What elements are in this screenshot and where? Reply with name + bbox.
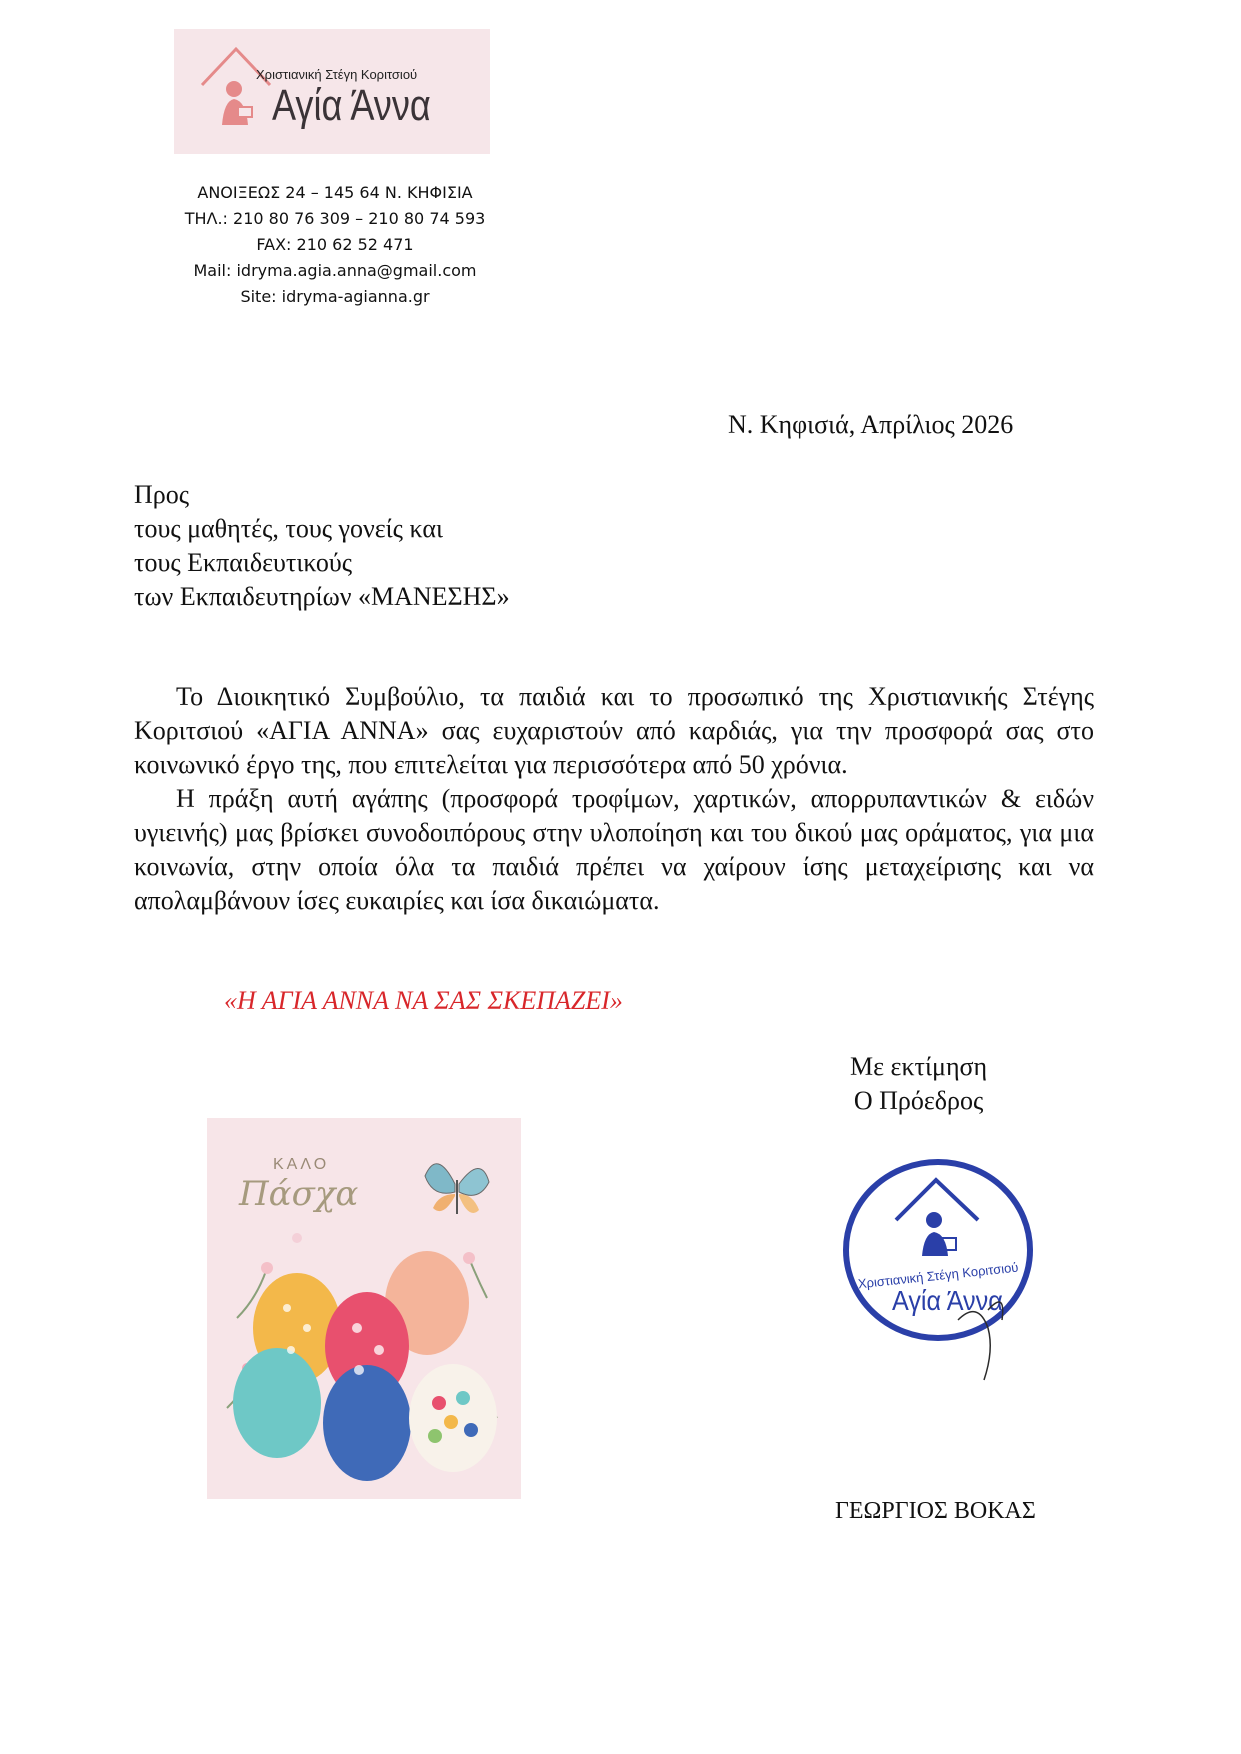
fax-line: FAX: 210 62 52 471	[256, 235, 414, 254]
recipient-line: Προς	[134, 480, 190, 509]
logo-big-text: Αγία Άννα	[272, 81, 431, 130]
phone-line: ΤΗΛ.: 210 80 76 309 – 210 80 74 593	[184, 209, 486, 228]
logo-small-text: Χριστιανική Στέγη Κοριτσιού	[256, 67, 418, 82]
mail-line: Mail: idryma.agia.anna@gmail.com	[193, 261, 477, 280]
closing-line-2: Ο Πρόεδρος	[853, 1086, 984, 1115]
body-paragraph-1: Το Διοικητικό Συμβούλιο, τα παιδιά και το προσωπικό της Χριστιανικής Στέγης Κοριτσιού «ΑΓΙΑ ΑΝΝΑ» σας ευχαριστούν από καρδιάς, για την προσφορά σας στο κοινωνικό έργο της, που επιτελείται για περισσότερα από 50 χρόνια.	[134, 682, 1094, 779]
motto: «Η ΑΓΙΑ ΑΝΝΑ ΝΑ ΣΑΣ ΣΚΕΠΑΖΕΙ»	[224, 986, 623, 1015]
recipient-line: τους Εκπαιδευτικούς	[134, 548, 353, 577]
svg-text:Χριστιανική Στέγη Κοριτσιού: Χριστιανική Στέγη Κοριτσιού	[857, 1259, 1020, 1292]
recipient-line: των Εκπαιδευτηρίων «ΜΑΝΕΣΗΣ»	[134, 582, 510, 611]
card-big-text: Πάσχα	[239, 1174, 359, 1214]
easter-card-image	[207, 1118, 521, 1499]
card-small-text: ΚΑΛΟ	[273, 1156, 330, 1173]
recipient-block	[134, 478, 510, 614]
body-paragraph-2: Η πράξη αυτή αγάπης (προσφορά τροφίμων, χαρτικών, απορρυπαντικών & ειδών υγιεινής) μας βρίσκει συνοδοιπόρους στην υλοποίηση και του δικού μας οράματος, για μια κοινωνία, στην οποία όλα τα παιδιά πρέπει να χαίρουν ίσης μεταχείρισης και να απολαμβάνουν ίσες ευκαιρίες και ίσα δικαιώματα.	[134, 784, 1094, 915]
site-line: Site: idryma-agianna.gr	[240, 287, 430, 306]
closing-block	[850, 1050, 987, 1118]
logo	[174, 29, 490, 154]
letter-body	[134, 680, 1094, 918]
address-line: ΑΝΟΙΞΕΩΣ 24 – 145 64 Ν. ΚΗΦΙΣΙΑ	[197, 183, 473, 202]
closing-line-1: Με εκτίμηση	[850, 1052, 988, 1081]
recipient-line: τους μαθητές, τους γονείς και	[134, 514, 443, 543]
easter-eggs-icon	[207, 1118, 521, 1499]
stamp-seal-icon	[838, 1150, 1038, 1400]
stamp-lettering	[857, 1260, 1019, 1317]
svg-text:Αγία Άννα: Αγία Άννα	[892, 1284, 1003, 1317]
signer-name: ΓΕΩΡΓΙΟΣ ΒΟΚΑΣ	[835, 1498, 1036, 1524]
letter-date: Ν. Κηφισιά, Απρίλιος 2026	[728, 410, 1014, 439]
butterfly-icon	[425, 1164, 489, 1214]
contact-block	[130, 180, 540, 310]
